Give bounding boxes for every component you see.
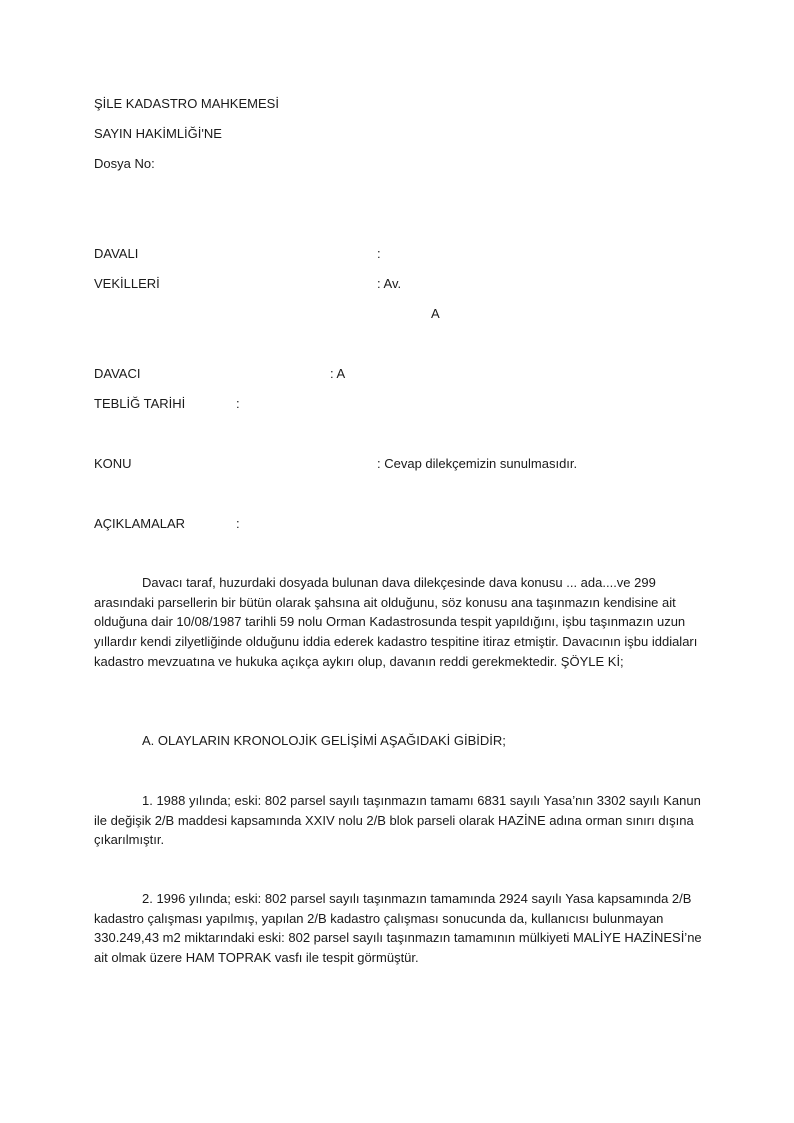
chronology-item-1-text: 1. 1988 yılında; eski: 802 parsel sayılı taşınmazın tamamı 6831 sayılı Yasa’nın 3302 sayılı Kanun ile değişik 2/B maddesi kapsamında XXIV nolu 2/B blok parseli olarak HAZİNE adına orman sınırı dışına çıkarılmıştır. <box>94 793 701 848</box>
plaintiff-value: : A <box>330 366 346 381</box>
notification-date-value: : <box>236 396 240 411</box>
section-a-heading: A. OLAYLARIN KRONOLOJİK GELİŞİMİ AŞAĞIDAKİ GİBİDİR; <box>142 733 506 748</box>
defendant-value: : <box>377 246 381 261</box>
intro-paragraph <box>94 573 702 672</box>
intro-paragraph-text: Davacı taraf, huzurdaki dosyada bulunan dava dilekçesinde dava konusu ... ada....ve 299 arasındaki parsellerin bir bütün olarak şahsına ait olduğunu, söz konusu ana taşınmazın kendisine ait olduğuna dair 10/08/1987 tarihli 59 nolu Orman Kadastrosunda tespit yapıldığını, işbu taşınmazın uzun yıllardır kendi zilyetliğinde olduğunu iddia ederek kadastro tespitine itiraz etmiştir. Davacının işbu iddiaları kadastro mevzuatına ve hukuka açıkça aykırı olup, davanın reddi gerekmektedir. ŞÖYLE Kİ; <box>94 575 698 669</box>
chronology-item-2-text: 2. 1996 yılında; eski: 802 parsel sayılı taşınmazın tamamında 2924 sayılı Yasa kapsamında 2/B kadastro çalışması yapılmış, yapılan 2/B kadastro çalışması sonucunda da, kullanıcısı bulunmayan 330.249,43 m2 miktarındaki eski: 802 parsel sayılı taşınmazın tamamının mülkiyeti MALİYE HAZİNESİ’ne ait olmak üzere HAM TOPRAK vasfı ile tespit görmüştür. <box>94 891 702 966</box>
explanations-label: AÇIKLAMALAR <box>94 516 186 531</box>
court-name: ŞİLE KADASTRO MAHKEMESİ <box>94 96 279 111</box>
subject-value: : Cevap dilekçemizin sunulmasıdır. <box>377 456 578 471</box>
plaintiff-label: DAVACI <box>94 366 141 381</box>
addressee: SAYIN HAKİMLİĞİ'NE <box>94 126 222 141</box>
attorneys-value: : Av. <box>377 276 402 291</box>
defendant-label: DAVALI <box>94 246 139 261</box>
chronology-item-2 <box>94 889 702 968</box>
file-number-label: Dosya No: <box>94 156 155 171</box>
subject-label: KONU <box>94 456 132 471</box>
attorneys-label: VEKİLLERİ <box>94 276 160 291</box>
explanations-value: : <box>236 516 240 531</box>
attorneys-extra: A <box>431 306 440 321</box>
chronology-item-1 <box>94 791 702 850</box>
notification-date-label: TEBLİĞ TARİHİ <box>94 396 186 411</box>
